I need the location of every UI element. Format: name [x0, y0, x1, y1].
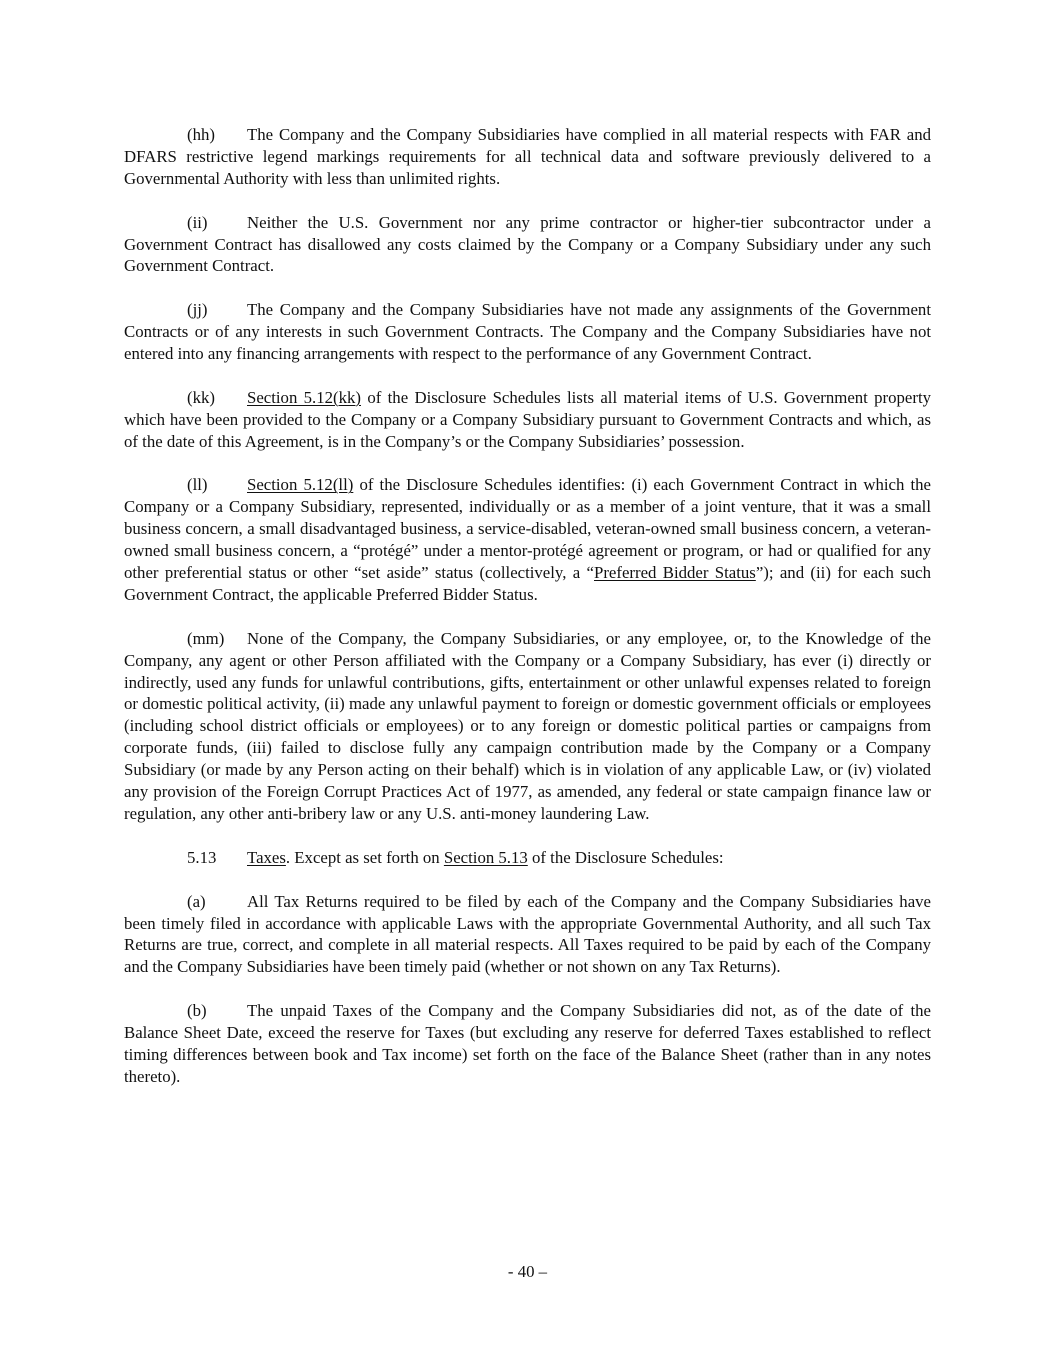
paragraph-label: (b)	[187, 1001, 207, 1021]
section-number: 5.13	[187, 847, 217, 867]
paragraph-mm	[124, 628, 931, 825]
page-number: - 40 –	[507, 1262, 548, 1281]
paragraph-label: (jj)	[187, 300, 208, 320]
paragraph-kk	[124, 387, 931, 453]
paragraph-text: The unpaid Taxes of the Company and the Company Subsidiaries did not, as of the date of the Balance Sheet Date, exceed the reserve for Taxes (but excluding any reserve for deferred Taxes established to reflect timing differences between book and Tax income) set forth on the face of the Balance Sheet (rather than in any notes thereto).	[124, 1001, 931, 1086]
section-reference: Section 5.12(kk)	[247, 387, 361, 407]
paragraph-label: (kk)	[187, 387, 215, 407]
paragraph-label: (a)	[187, 891, 206, 911]
paragraph-label: (mm)	[187, 628, 225, 648]
paragraph-label: (hh)	[187, 125, 215, 144]
paragraph-ii	[124, 212, 931, 278]
paragraph-label: (ll)	[187, 475, 208, 495]
paragraph-text: of the Disclosure Schedules identifies: (i) each Government Contract in which the Company or a Company Subsidiary, represented, individually or as a member of a joint venture, that it was a small business concern, a small disadvantaged business, a service-disabled, veteran-owned small business concern, a veteran-owned small business concern, a “protégé” under a mentor-protégé agreement or program, or had or qualified for any other preferential status or other “set aside” status (collectively, a “	[124, 475, 931, 583]
paragraph-text: The Company and the Company Subsidiaries have complied in all material respects with FAR and DFARS restrictive legend markings requirements for all technical data and software previously delivered to a Governmental Authority with less than unlimited rights.	[124, 125, 931, 188]
paragraph-text: . Except as set forth on	[285, 847, 444, 867]
section-reference: Section 5.13	[443, 847, 528, 867]
paragraph-text: All Tax Returns required to be filed by each of the Company and the Company Subsidiaries have been timely filed in accordance with applicable Laws with the appropriate Governmental Authority, and all such Tax Returns are true, correct, and complete in all material respects. All Taxes required to be paid by each of the Company and the Company Subsidiaries have been timely paid (whether or not shown on any Tax Returns).	[124, 891, 931, 977]
paragraph-a	[124, 891, 931, 979]
paragraph-text: ”); and (ii) for each such Government Contract, the applicable Preferred Bidder Status.	[124, 563, 931, 604]
paragraph-text: The Company and the Company Subsidiaries have not made any assignments of the Government Contracts or of any interests in such Government Contracts. The Company and the Company Subsidiaries have not entered into any financing arrangements with respect to the performance of any Government Contract.	[124, 300, 931, 364]
paragraph-hh	[124, 124, 931, 190]
document-body	[124, 124, 931, 1110]
paragraph-label: (ii)	[187, 212, 208, 232]
section-5-13-heading	[124, 847, 931, 869]
section-reference: Section 5.12(ll)	[247, 475, 354, 495]
paragraph-text: Neither the U.S. Government nor any prime contractor or higher-tier subcontractor under a Government Contract has disallowed any costs claimed by the Company or a Company Subsidiary under any such Government Contract.	[124, 212, 931, 276]
paragraph-text: None of the Company, the Company Subsidiaries, or any employee, or, to the Knowledge of the Company, any agent or other Person affiliated with the Company or a Company Subsidiary, has ever (i) directly or indirectly, used any funds for unlawful contributions, gifts, entertainment or other unlawful expenses related to foreign or domestic political activity, (ii) made any unlawful payment to foreign or domestic government officials or employees (including school district officials or employees) or to any foreign or domestic political parties or campaigns from corporate funds, (iii) failed to disclose fully any campaign contribution made by the Company or a Company Subsidiary (or made by any Person acting on their behalf) which is in violation of any applicable Law, or (iv) violated any provision of the Foreign Corrupt Practices Act of 1977, as amended, any federal or state campaign finance law or regulation, any other anti-bribery law or any U.S. anti-money laundering Law.	[124, 628, 931, 824]
paragraph-ll	[124, 474, 931, 605]
paragraph-text: of the Disclosure Schedules:	[527, 847, 724, 867]
paragraph-jj	[124, 299, 931, 365]
paragraph-b	[124, 1000, 931, 1088]
defined-term: Preferred Bidder Status	[594, 563, 756, 583]
section-title: Taxes	[247, 847, 286, 867]
paragraph-text: of the Disclosure Schedules lists all material items of U.S. Government property which have been provided to the Company or a Company Subsidiary pursuant to Government Contracts and which, as of the date of this Agreement, is in the Company’s or the Company Subsidiaries’ possession.	[124, 387, 932, 451]
